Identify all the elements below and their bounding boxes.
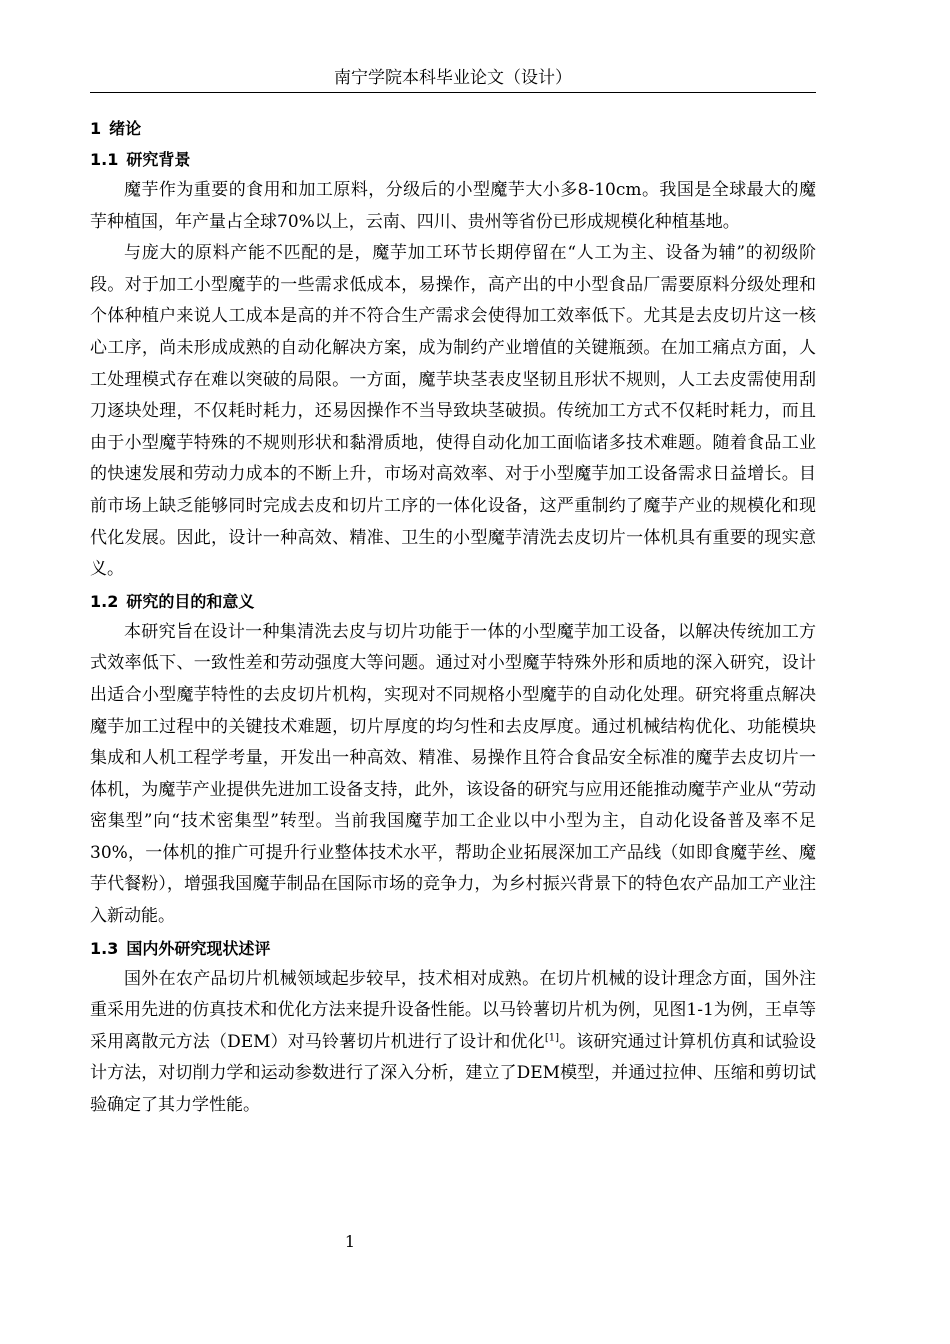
section-heading-1-1 bbox=[90, 144, 816, 175]
section-title: 研究背景 bbox=[126, 150, 191, 169]
paragraph-text: 国外在农产品切片机械领域起步较早，技术相对成熟。在切片机械的设计理念方面，国外注重采用先进的仿真技术和优化方法来提升设备性能。以马铃薯切片机为例，见图1-1为例，王卓等采用离散元方法（DEM）对马铃薯切片机进行了设计和优化 bbox=[90, 968, 816, 1052]
header-rule bbox=[90, 92, 816, 93]
section-number: 1 bbox=[90, 119, 102, 138]
page-number: 1 bbox=[344, 1232, 356, 1251]
section-number: 1.1 bbox=[90, 150, 119, 169]
paragraph: 魔芋作为重要的食用和加工原料，分级后的小型魔芋大小多8-10cm。我国是全球最大的魔芋种植国，年产量占全球70%以上，云南、四川、贵州等省份已形成规模化种植基地。 bbox=[90, 180, 816, 232]
paragraph: 与庞大的原料产能不匹配的是，魔芋加工环节长期停留在“人工为主、设备为辅”的初级阶段。对于加工小型魔芋的一些需求低成本，易操作，高产出的中小型食品厂需要原料分级处理和个体种植户来说人工成本是高的并不符合生产需求会使得加工效率低下。尤其是去皮切片这一核心工序，尚未形成成熟的自动化解决方案，成为制约产业增值的关键瓶颈。在加工痛点方面，人工处理模式存在难以突破的局限。一方面，魔芋块茎表皮坚韧且形状不规则，人工去皮需使用刮刀逐块处理，不仅耗时耗力，还易因操作不当导致块茎破损。传统加工方式不仅耗时耗力，而且由于小型魔芋特殊的不规则形状和黏滑质地，使得自动化加工面临诸多技术难题。随着食品工业的快速发展和劳动力成本的不断上升，市场对高效率、对于小型魔芋加工设备需求日益增长。目前市场上缺乏能够同时完成去皮和切片工序的一体化设备，这严重制约了魔芋产业的规模化和现代化发展。因此，设计一种高效、精准、卫生的小型魔芋清洗去皮切片一体机具有重要的现实意义。 bbox=[90, 243, 816, 580]
body-content bbox=[90, 113, 816, 1122]
running-header: 南宁学院本科毕业论文（设计） bbox=[334, 68, 572, 88]
section-title: 研究的目的和意义 bbox=[126, 591, 255, 611]
paragraph-text: 。该研究通过计算机仿真和试验设计方法，对切削力学和运动参数进行了深入分析，建立了DEM模型，并通过拉伸、压缩和剪切试验确定了其力学性能。 bbox=[90, 1031, 816, 1116]
section-heading-1-3 bbox=[90, 933, 816, 964]
paragraph bbox=[90, 964, 816, 1122]
section-heading-1-2 bbox=[90, 586, 816, 617]
paragraph: 本研究旨在设计一种集清洗去皮与切片功能于一体的小型魔芋加工设备，以解决传统加工方式效率低下、一致性差和劳动强度大等问题。通过对小型魔芋特殊外形和质地的深入研究，设计出适合小型魔芋特性的去皮切片机构，实现对不同规格小型魔芋的自动化处理。研究将重点解决魔芋加工过程中的关键技术难题，切片厚度的均匀性和去皮厚度。通过机械结构优化、功能模块集成和人机工程学考量，开发出一种高效、精准、易操作且符合食品安全标准的魔芋去皮切片一体机，为魔芋产业提供先进加工设备支持，此外，该设备的研究与应用还能推动魔芋产业从“劳动密集型”向“技术密集型”转型。当前我国魔芋加工企业以中小型为主，自动化设备普及率不足30%，一体机的推广可提升行业整体技术水平，帮助企业拓展深加工产品线（如即食魔芋丝、魔芋代餐粉），增强我国魔芋制品在国际市场的竞争力，为乡村振兴背景下的特色农产品加工产业注入新动能。 bbox=[90, 621, 816, 927]
section-title: 绪论 bbox=[109, 119, 142, 138]
section-number: 1.2 bbox=[90, 591, 119, 611]
section-heading-1 bbox=[90, 113, 816, 144]
section-title: 国内外研究现状述评 bbox=[126, 938, 271, 958]
citation-marker[interactable]: [1] bbox=[544, 1032, 559, 1044]
section-number: 1.3 bbox=[90, 938, 119, 958]
